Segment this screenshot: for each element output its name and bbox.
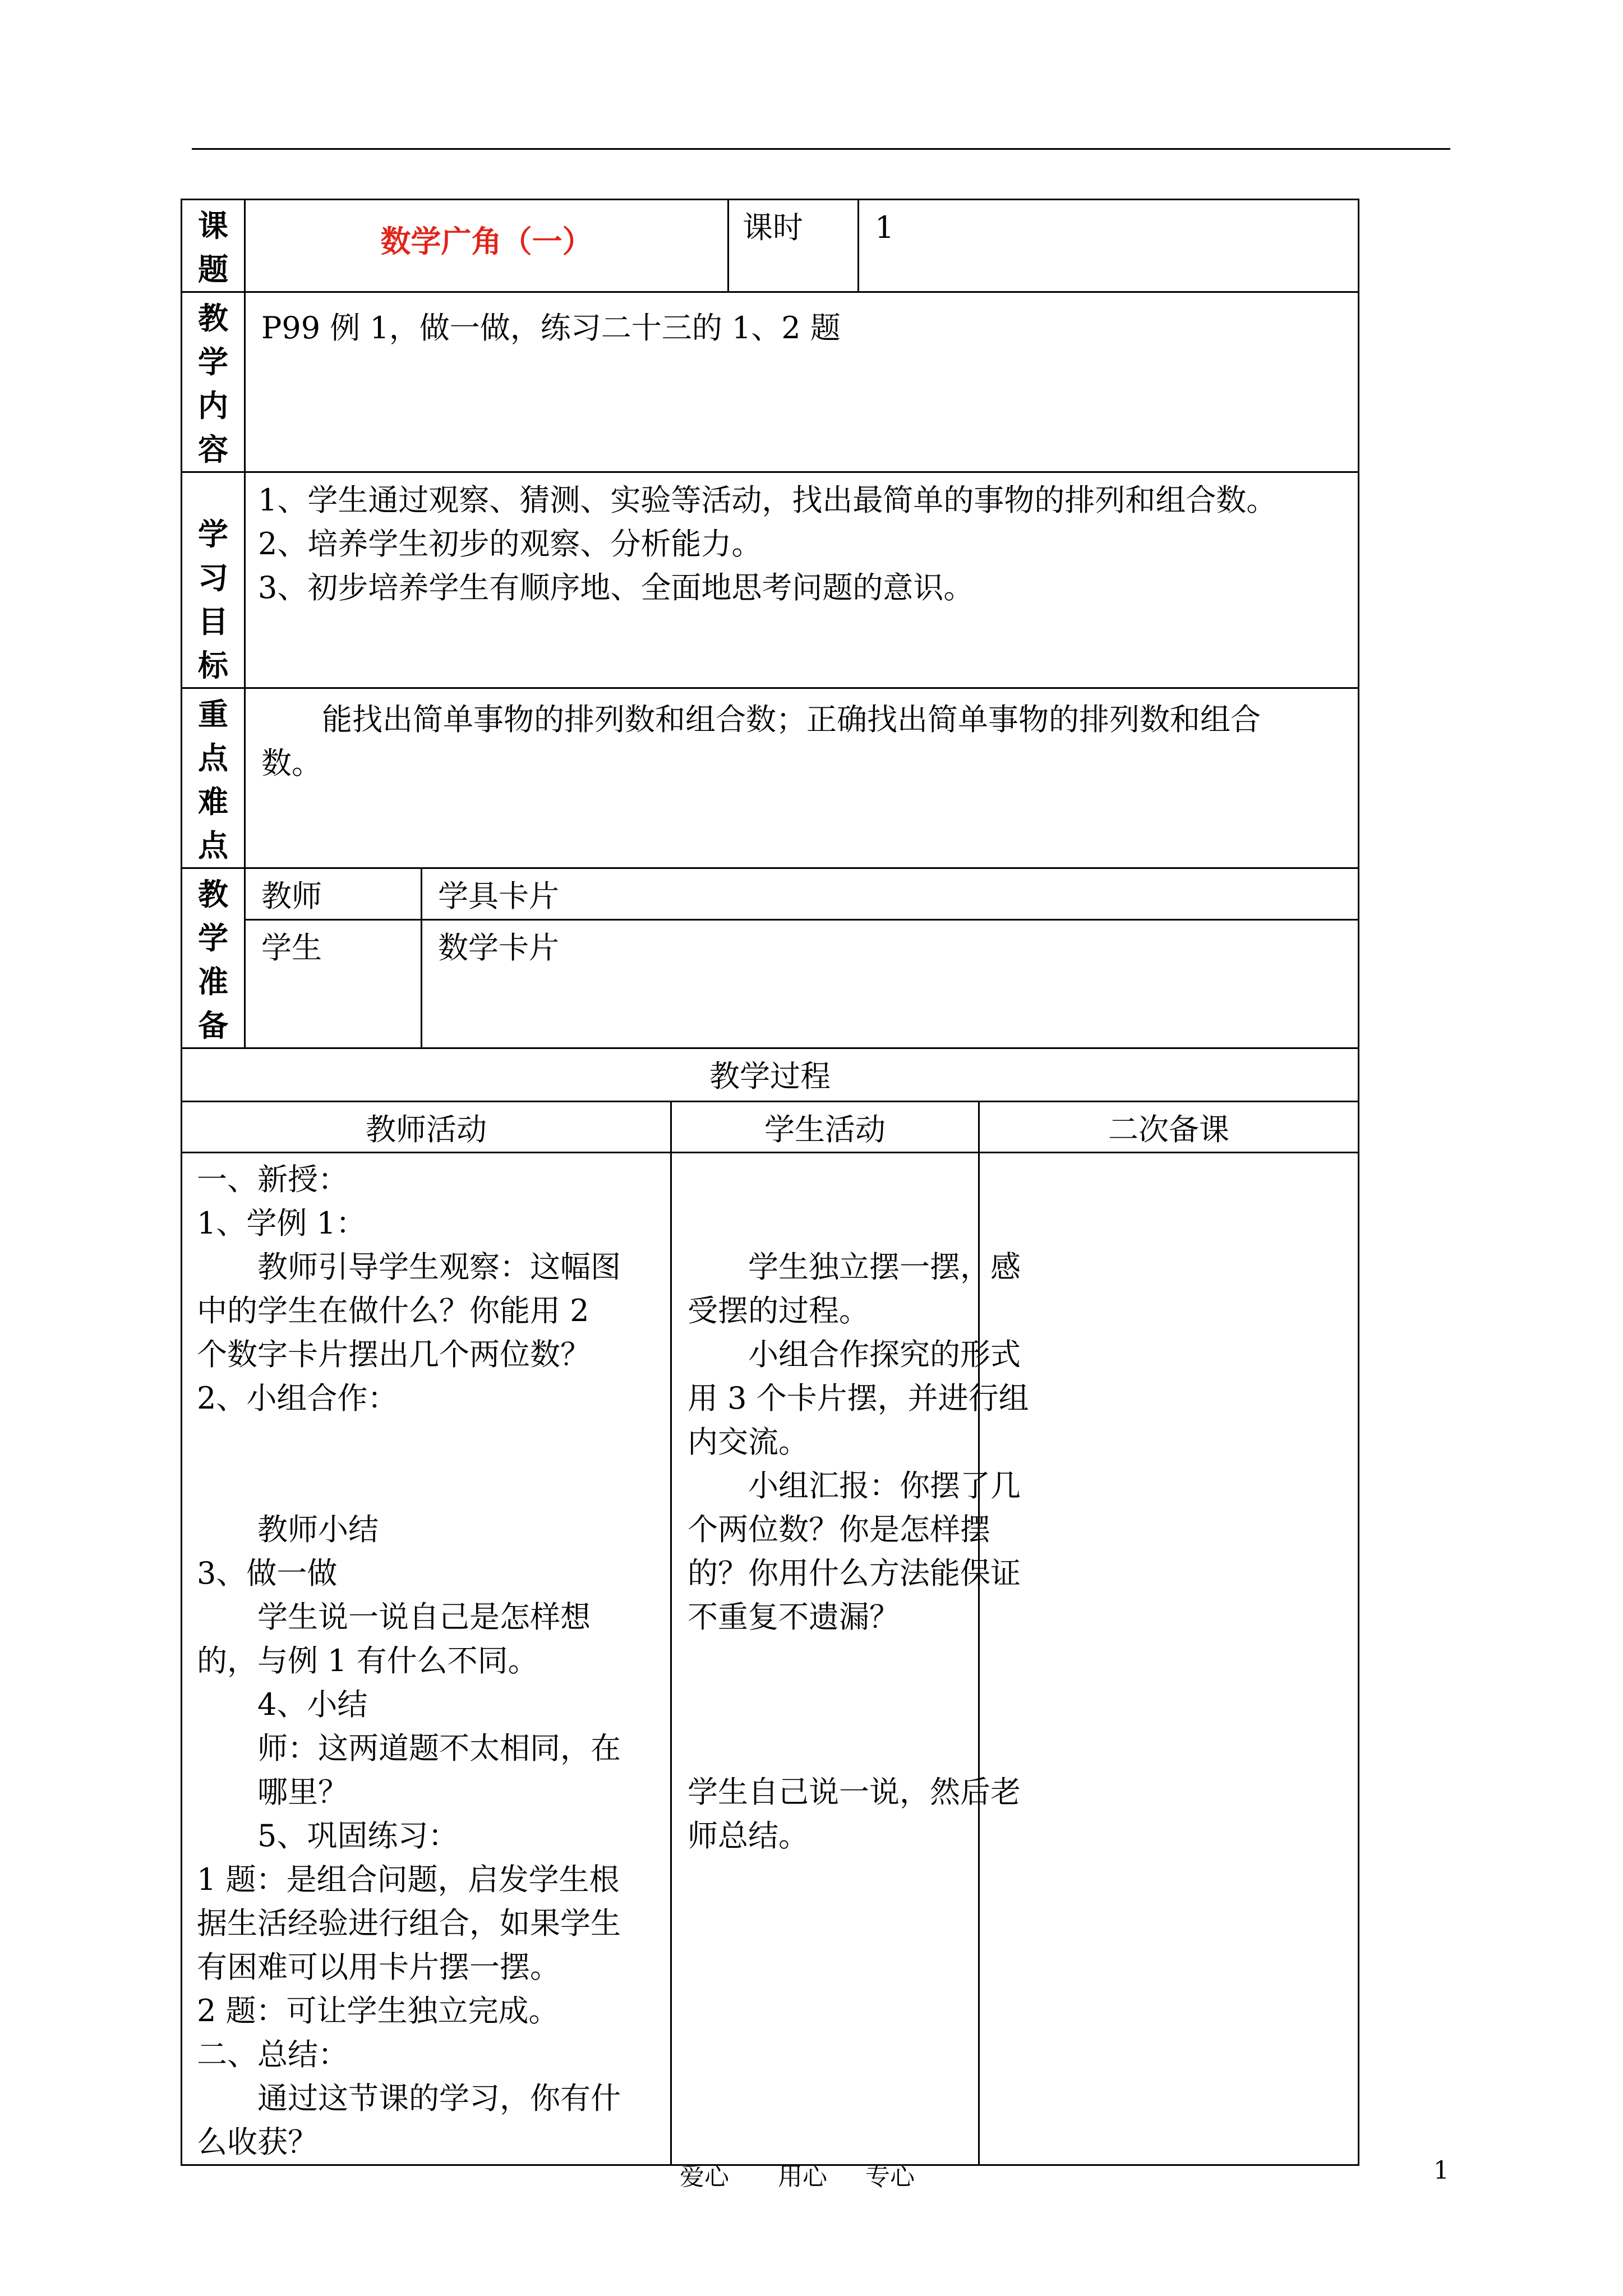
topic-row	[182, 200, 1359, 292]
teacher-line: 教师小结	[257, 1512, 379, 1547]
teacher-line: 3、做一做	[197, 1556, 338, 1591]
header-rule	[192, 148, 1450, 150]
prep-student-value: 数学卡片	[422, 919, 1359, 1048]
teacher-line: 有困难可以用卡片摆一摆。	[197, 1949, 560, 1985]
teacher-line: 教师引导学生观察：这幅图	[257, 1249, 621, 1285]
student-line: 小组汇报：你摆了几	[748, 1468, 1021, 1503]
footer-slogan-1: 爱心	[680, 2162, 729, 2191]
period-value: 1	[859, 200, 1359, 292]
topic-label: 课 题	[182, 200, 245, 292]
student-line: 用 3 个卡片摆，并进行组	[688, 1381, 1029, 1416]
preparation-label: 教 学 准 备	[182, 868, 245, 1048]
teacher-activity-cell	[182, 1153, 671, 2165]
teacher-line: 哪里？	[257, 1774, 348, 1810]
second-prep-cell	[979, 1153, 1359, 2165]
prep-student-row	[182, 919, 1359, 1048]
objectives-row	[182, 472, 1359, 688]
process-title: 教学过程	[182, 1048, 1359, 1102]
key-points-row	[182, 688, 1359, 868]
student-line: 内交流。	[688, 1424, 809, 1460]
objectives-label: 学 习 目 标	[182, 472, 245, 688]
key-points-text: 能找出简单事物的排列数和组合数；正确找出简单事物的排列数和组合 数。	[245, 688, 1359, 868]
footer-slogan-2: 用心	[778, 2162, 827, 2191]
page-number: 1	[1433, 2156, 1449, 2185]
teacher-line: 个数字卡片摆出几个两位数？	[197, 1337, 591, 1372]
content-row	[182, 292, 1359, 472]
content-label: 教 学 内 容	[182, 292, 245, 472]
prep-teacher-label: 教师	[245, 868, 422, 920]
teacher-line: 中的学生在做什么？你能用 2	[197, 1293, 589, 1328]
student-line: 个两位数？你是怎样摆	[688, 1512, 990, 1547]
student-line: 不重复不遗漏？	[688, 1599, 900, 1635]
prep-student-label: 学生	[245, 919, 422, 1048]
teacher-line: 师：这两道题不太相同，在	[257, 1731, 621, 1766]
teacher-line: 据生活经验进行组合，如果学生	[197, 1906, 621, 1941]
process-body-row	[182, 1153, 1359, 2165]
teacher-line: 的，与例 1 有什么不同。	[197, 1643, 538, 1678]
teacher-line: 1、学例 1：	[197, 1205, 366, 1241]
lesson-title: 数学广角（一）	[245, 200, 728, 292]
prep-teacher-row	[182, 868, 1359, 920]
footer-slogan-3: 专心	[865, 2162, 915, 2191]
period-label: 课时	[728, 200, 859, 292]
prep-teacher-value: 学具卡片	[422, 868, 1359, 920]
student-line: 的？你用什么方法能保证	[688, 1556, 1021, 1591]
teacher-line: 4、小结	[257, 1687, 368, 1722]
student-line: 受摆的过程。	[688, 1293, 869, 1328]
objective-item: 1、学生通过观察、猜测、实验等活动，找出最简单的事物的排列和组合数。	[258, 482, 1277, 518]
teacher-line: 二、总结：	[197, 2037, 348, 2072]
key-points-label: 重 点 难 点	[182, 688, 245, 868]
teacher-line: 么收获？	[197, 2124, 318, 2160]
col-second-prep: 二次备课	[979, 1102, 1359, 1153]
content-text: P99 例 1，做一做，练习二十三的 1、2 题	[245, 292, 1359, 472]
process-header-row	[182, 1102, 1359, 1153]
teacher-line: 通过这节课的学习，你有什	[257, 2081, 621, 2116]
col-student-activity: 学生活动	[671, 1102, 979, 1153]
student-line: 师总结。	[688, 1818, 809, 1853]
col-teacher-activity: 教师活动	[182, 1102, 671, 1153]
student-line: 学生自己说一说，然后老	[688, 1774, 1021, 1810]
lesson-plan-table	[181, 199, 1359, 2166]
process-title-row	[182, 1048, 1359, 1102]
teacher-line: 学生说一说自己是怎样想	[257, 1599, 591, 1635]
student-line: 小组合作探究的形式	[748, 1337, 1021, 1372]
teacher-line: 5、巩固练习：	[257, 1818, 459, 1853]
objective-item: 2、培养学生初步的观察、分析能力。	[258, 526, 762, 562]
objectives-list	[245, 472, 1359, 688]
student-activity-cell	[671, 1153, 1029, 2165]
objective-item: 3、初步培养学生有顺序地、全面地思考问题的意识。	[258, 570, 974, 605]
teacher-line: 1 题：是组合问题，启发学生根	[197, 1862, 620, 1897]
teacher-line: 2、小组合作：	[197, 1381, 398, 1416]
student-line: 学生独立摆一摆，感	[748, 1249, 1021, 1285]
teacher-line: 一、新授：	[197, 1162, 348, 1197]
teacher-line: 2 题：可让学生独立完成。	[197, 1993, 559, 2028]
